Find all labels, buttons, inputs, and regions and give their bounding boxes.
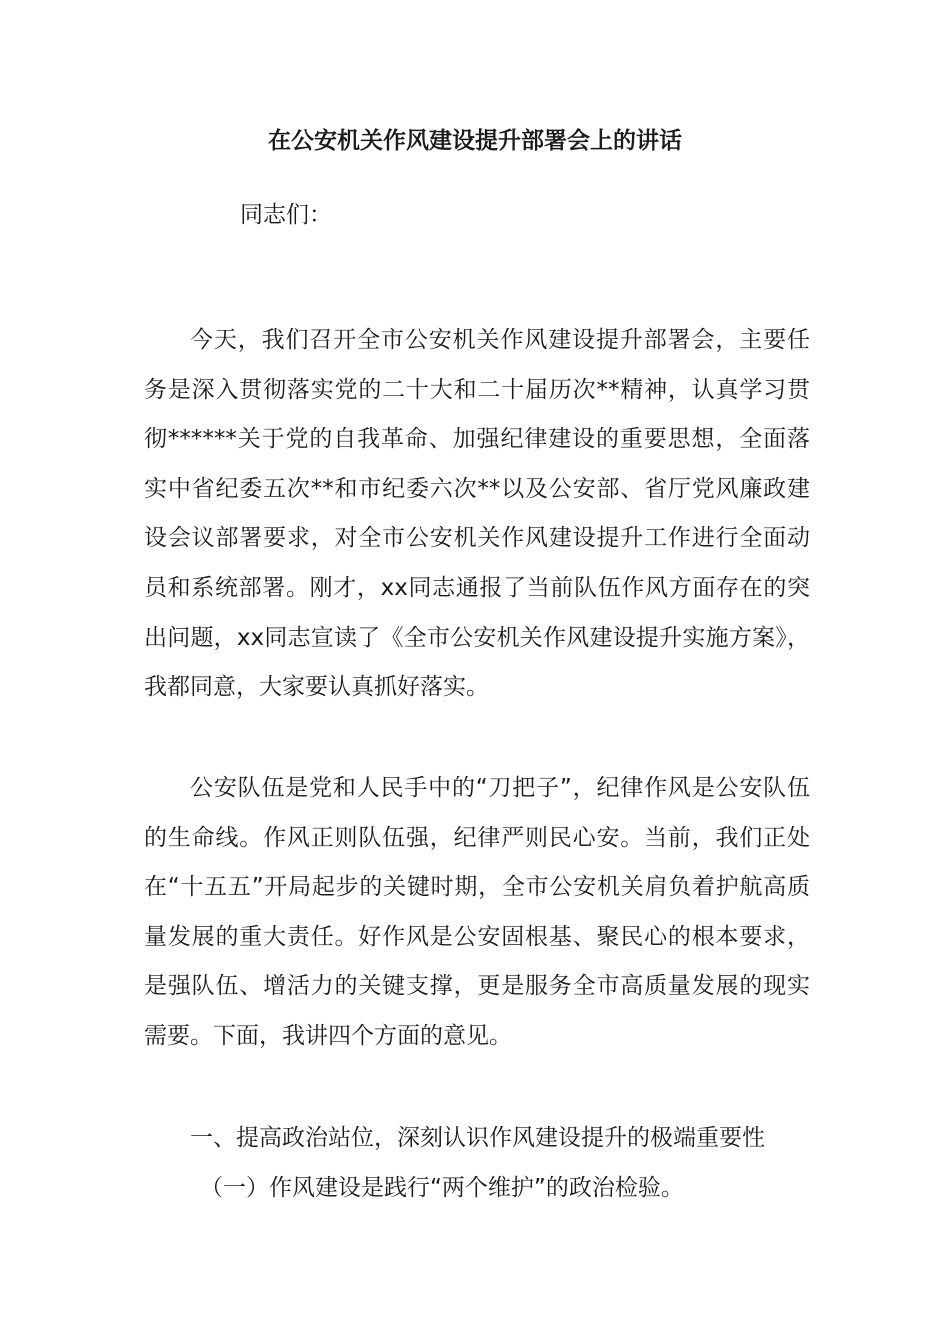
subsection-heading: （一）作风建设是践行“两个维护”的政治检验。 [200,1175,684,1201]
section-heading: 一、提高政治站位，深刻认识作风建设提升的极端重要性 [190,1125,765,1151]
paragraph-intro: 今天，我们召开全市公安机关作风建设提升部署会，主要任务是深入贯彻落实党的二十大和二十届历次**精神，认真学习贯彻******关于党的自我革命、加强纪律建设的重要思想，全面落实中省纪委五次**和市纪委六次**以及公安部、省厅党风廉政建设会议部署要求，对全市公安机关作风建设提升工作进行全面动员和系统部署。刚才，xx同志通报了当前队伍作风方面存在的突出问题，xx同志宣读了《全市公安机关作风建设提升实施方案》，我都同意，大家要认真抓好落实。 [144,327,810,701]
document-title: 在公安机关作风建设提升部署会上的讲话 [268,128,682,154]
paragraph-background: 公安队伍是党和人民手中的“刀把子”，纪律作风是公安队伍的生命线。作风正则队伍强，纪律严则民心安。当前，我们正处在“十五五”开局起步的关键时期，全市公安机关肩负着护航高质量发展的重大责任。好作风是公安固根基、聚民心的根本要求，是强队伍、增活力的关键支撑，更是服务全市高质量发展的现实需要。下面，我讲四个方面的意见。 [144,775,810,1049]
greeting: 同志们： [240,202,332,228]
